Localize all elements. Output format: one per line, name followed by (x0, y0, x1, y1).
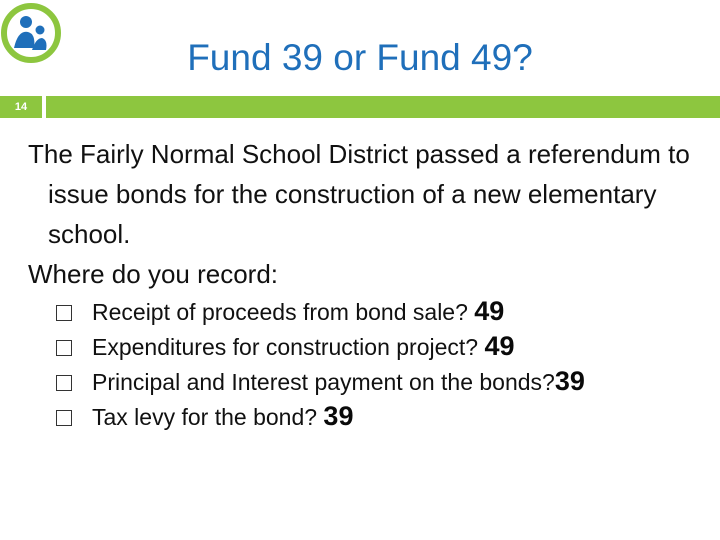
item-text: Tax levy for the bond? (92, 404, 318, 430)
list-item (56, 364, 716, 399)
checkbox-icon (56, 340, 72, 356)
slide-title: Fund 39 or Fund 49? (187, 37, 533, 78)
item-answer: 39 (554, 366, 585, 396)
question-paragraph: Where do you record: (28, 259, 279, 289)
slide-number: 14 (14, 101, 28, 113)
item-text: Expenditures for construction project? (92, 334, 479, 360)
header-divider-bar (46, 96, 720, 118)
item-answer: 49 (474, 296, 505, 326)
bullet-list (56, 294, 716, 434)
checkbox-icon (56, 305, 72, 321)
checkbox-icon (56, 375, 72, 391)
list-item (56, 329, 716, 364)
checkbox-icon (56, 410, 72, 426)
item-answer: 49 (484, 331, 515, 361)
item-text: Principal and Interest payment on the bonds? (92, 369, 555, 395)
list-item (56, 294, 716, 329)
item-text: Receipt of proceeds from bond sale? (92, 299, 468, 325)
list-item (56, 399, 716, 434)
intro-paragraph: The Fairly Normal School District passed a referendum to issue bonds for the construction of a new elementary school. (28, 139, 690, 249)
slide-body (28, 134, 708, 294)
item-answer: 39 (323, 401, 354, 431)
